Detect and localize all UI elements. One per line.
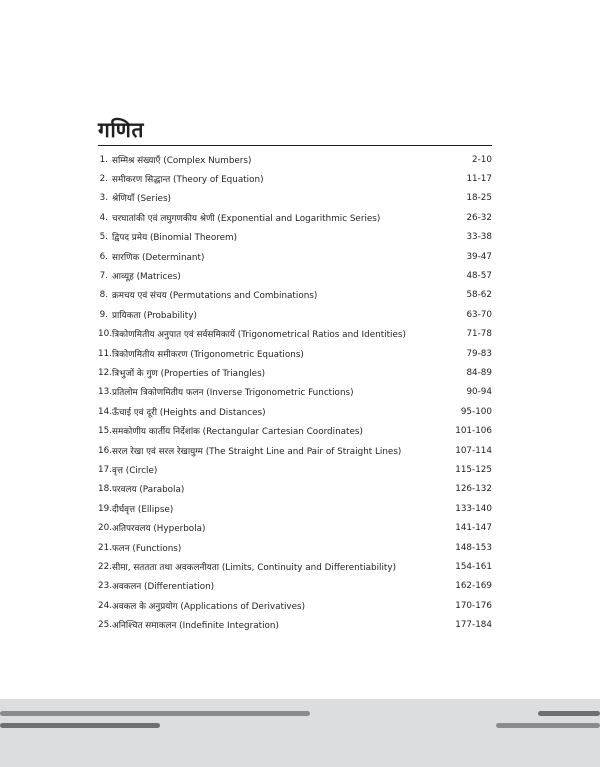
page-range: 84-89	[466, 367, 492, 378]
page-range: 177-184	[455, 620, 492, 631]
page-range: 126-132	[455, 484, 492, 495]
page-range: 2-10	[472, 154, 492, 165]
page-range: 39-47	[466, 251, 492, 262]
chapter-number: 9.	[99, 309, 108, 320]
toc-row	[98, 421, 492, 440]
toc-row	[98, 383, 492, 402]
page-range: 63-70	[466, 309, 492, 320]
chapter-number: 13.	[98, 387, 112, 398]
chapter-number: 2.	[99, 174, 108, 185]
chapter-number: 17.	[98, 464, 112, 475]
page-range: 170-176	[455, 600, 492, 611]
page-range: 154-161	[455, 561, 492, 572]
toc-row	[98, 150, 492, 169]
chapter-title: अवकल के अनुप्रयोग (Applications of Derivatives)	[112, 601, 306, 612]
toc-row	[98, 480, 492, 499]
page-range: 101-106	[455, 426, 492, 437]
chapter-number: 18.	[98, 484, 112, 495]
toc-row	[98, 363, 492, 382]
table-of-contents	[98, 150, 492, 635]
page-range: 162-169	[455, 581, 492, 592]
toc-row	[98, 557, 492, 576]
title-underline	[98, 145, 492, 146]
chapter-title: द्विपद प्रमेय (Binomial Theorem)	[112, 233, 238, 244]
chapter-title: समकोणीय कार्तीय निर्देशांक (Rectangular Cartesian Coordinates)	[112, 427, 363, 438]
chapter-number: 3.	[99, 193, 108, 204]
toc-row	[98, 228, 492, 247]
chapter-number: 8.	[99, 290, 108, 301]
chapter-number: 23.	[98, 581, 112, 592]
chapter-title: सीमा, सततता तथा अवकलनीयता (Limits, Continuity and Differentiability)	[112, 562, 397, 573]
chapter-title: दीर्घवृत्त (Ellipse)	[112, 504, 174, 515]
chapter-number: 14.	[98, 406, 112, 417]
chapter-title: फलन (Functions)	[112, 543, 182, 554]
page-range: 48-57	[466, 271, 492, 282]
chapter-number: 1.	[99, 154, 108, 165]
chapter-number: 24.	[98, 600, 112, 611]
page-range: 33-38	[466, 232, 492, 243]
toc-row	[98, 577, 492, 596]
chapter-number: 15.	[98, 426, 112, 437]
footer-stripe	[496, 723, 600, 728]
toc-row	[98, 402, 492, 421]
page-range: 133-140	[455, 503, 492, 514]
chapter-title: अतिपरवलय (Hyperbola)	[112, 524, 206, 535]
chapter-number: 10.	[98, 329, 112, 340]
chapter-title: चरघातांकी एवं लघुगणकीय श्रेणी (Exponential and Logarithmic Series)	[112, 213, 381, 224]
chapter-title: सारणिक (Determinant)	[112, 252, 205, 263]
toc-row	[98, 305, 492, 324]
footer-stripe	[538, 711, 600, 716]
page-range: 107-114	[455, 445, 492, 456]
toc-row	[98, 208, 492, 227]
page-range: 18-25	[466, 193, 492, 204]
chapter-title: ऊँचाई एवं दूरी (Heights and Distances)	[112, 407, 266, 418]
chapter-title: आव्यूह (Matrices)	[112, 272, 181, 283]
chapter-title: सरल रेखा एवं सरल रेखायुग्म (The Straight Line and Pair of Straight Lines)	[112, 446, 402, 457]
page-range: 11-17	[466, 174, 492, 185]
page-range: 26-32	[466, 212, 492, 223]
toc-row	[98, 325, 492, 344]
page-range: 115-125	[455, 464, 492, 475]
chapter-number: 11.	[98, 348, 112, 359]
chapter-title: अवकलन (Differentiation)	[112, 582, 215, 593]
chapter-number: 21.	[98, 542, 112, 553]
chapter-number: 7.	[99, 271, 108, 282]
footer-stripe	[0, 711, 310, 716]
toc-row	[98, 266, 492, 285]
toc-row	[98, 615, 492, 634]
chapter-number: 12.	[98, 367, 112, 378]
chapter-title: श्रेणियाँ (Series)	[112, 194, 171, 205]
chapter-number: 4.	[99, 212, 108, 223]
chapter-title: प्रायिकता (Probability)	[112, 310, 197, 321]
toc-row	[98, 189, 492, 208]
page-range: 90-94	[466, 387, 492, 398]
page-range: 141-147	[455, 523, 492, 534]
chapter-title: परवलय (Parabola)	[112, 485, 185, 496]
chapter-number: 22.	[98, 561, 112, 572]
chapter-number: 19.	[98, 503, 112, 514]
chapter-title: वृत्त (Circle)	[112, 465, 158, 476]
chapter-title: प्रतिलोम त्रिकोणमितीय फलन (Inverse Trigonometric Functions)	[112, 388, 354, 399]
toc-row	[98, 460, 492, 479]
toc-row	[98, 247, 492, 266]
page-range: 71-78	[466, 329, 492, 340]
page-title: गणित	[98, 118, 144, 142]
chapter-title: सम्मिश्र संख्याएँ (Complex Numbers)	[112, 155, 252, 166]
chapter-title: त्रिकोणमितीय अनुपात एवं सर्वसमिकायें (Trigonometrical Ratios and Identities)	[112, 330, 406, 341]
page-range: 95-100	[460, 406, 492, 417]
toc-row	[98, 538, 492, 557]
chapter-number: 5.	[99, 232, 108, 243]
toc-row	[98, 441, 492, 460]
chapter-title: अनिश्चित समाकलन (Indefinite Integration)	[112, 621, 279, 632]
chapter-number: 16.	[98, 445, 112, 456]
footer-band	[0, 699, 600, 767]
chapter-title: क्रमचय एवं संचय (Permutations and Combinations)	[112, 291, 318, 302]
toc-row	[98, 286, 492, 305]
toc-row	[98, 596, 492, 615]
toc-row	[98, 169, 492, 188]
chapter-title: त्रिकोणमितीय समीकरण (Trigonometric Equations)	[112, 349, 304, 360]
toc-row	[98, 518, 492, 537]
chapter-number: 25.	[98, 620, 112, 631]
page-range: 79-83	[466, 348, 492, 359]
chapter-number: 20.	[98, 523, 112, 534]
page-range: 148-153	[455, 542, 492, 553]
footer-stripe	[0, 723, 160, 728]
toc-row	[98, 344, 492, 363]
page-range: 58-62	[466, 290, 492, 301]
chapter-title: त्रिभुजों के गुण (Properties of Triangles)	[112, 368, 266, 379]
toc-row	[98, 499, 492, 518]
chapter-title: समीकरण सिद्धान्त (Theory of Equation)	[112, 175, 264, 186]
chapter-number: 6.	[99, 251, 108, 262]
